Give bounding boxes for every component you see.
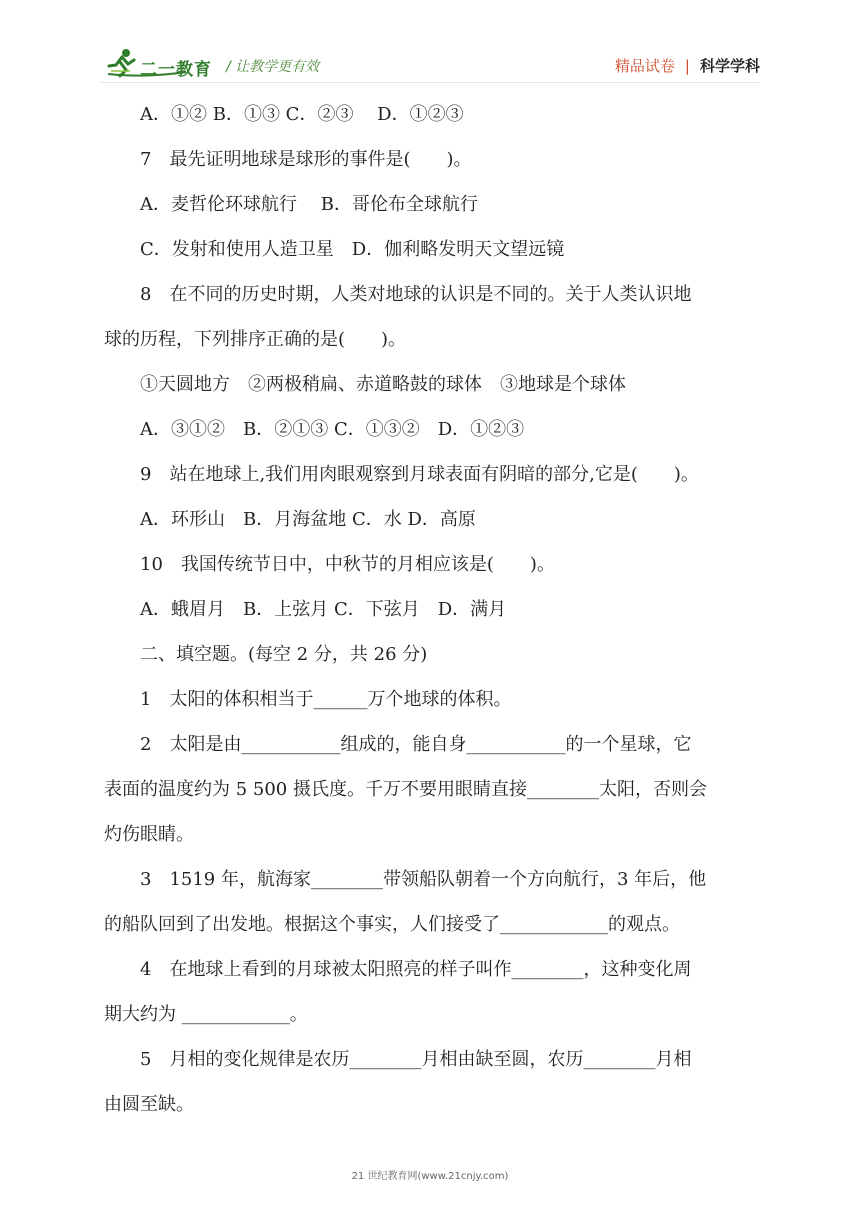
fill-question-3: 3 1519 年，航海家________带领船队朝着一个方向航行，3 年后，他	[140, 869, 707, 890]
page-footer: 21 世纪教育网(www.21cnjy.com)	[351, 1171, 509, 1182]
text-line: 表面的温度约为 5 500 摄氏度。千万不要用眼睛直接________太阳，否则会	[104, 779, 707, 800]
question-8: 8 在不同的历史时期，人类对地球的认识是不同的。关于人类认识地	[140, 284, 692, 305]
text-line: 期大约为 ____________。	[104, 1004, 308, 1025]
text-line: A．①② B．①③ C．②③ D．①②③	[140, 104, 464, 125]
header-divider: |	[684, 57, 690, 75]
text-line: ①天圆地方 ②两极稍扁、赤道略鼓的球体 ③地球是个球体	[140, 374, 626, 395]
text-line: C．发射和使用人造卫星 D．伽利略发明天文望远镜	[140, 239, 565, 260]
brand-name: 二一教育	[140, 60, 212, 80]
text-line: A．麦哲伦环球航行 B．哥伦布全球航行	[140, 194, 478, 215]
fill-question-5: 5 月相的变化规律是农历________月相由缺至圆，农历________月相	[140, 1049, 692, 1070]
tag-subject: 科学学科	[699, 57, 760, 75]
fill-question-2: 2 太阳是由___________组成的，能自身___________的一个星球，它	[140, 734, 692, 755]
page-header	[0, 0, 860, 90]
text-line: A．环形山 B．月海盆地 C．水 D．高原	[140, 509, 476, 530]
question-7: 7 最先证明地球是球形的事件是( )。	[140, 149, 472, 170]
tag-quality-paper: 精品试卷	[614, 57, 675, 75]
text-line: 球的历程，下列排序正确的是( )。	[104, 329, 407, 350]
slogan: / 让教学更有效	[226, 59, 320, 75]
section-heading: 二、填空题。(每空 2 分，共 26 分)	[140, 644, 428, 665]
text-line: 的船队回到了出发地。根据这个事实，人们接受了____________的观点。	[104, 914, 680, 935]
question-9: 9 站在地球上,我们用肉眼观察到月球表面有阴暗的部分,它是( )。	[140, 464, 699, 485]
text-line: A．③①② B．②①③ C．①③② D．①②③	[140, 419, 525, 440]
fill-question-4: 4 在地球上看到的月球被太阳照亮的样子叫作________，这种变化周	[140, 959, 692, 980]
question-10: 10 我国传统节日中，中秋节的月相应该是( )。	[140, 554, 555, 575]
fill-question-1: 1 太阳的体积相当于______万个地球的体积。	[140, 689, 512, 710]
question-content	[104, 92, 764, 1127]
text-line: 由圆至缺。	[104, 1094, 194, 1115]
text-line: A．蛾眉月 B．上弦月 C．下弦月 D．满月	[140, 599, 507, 620]
header-tags	[615, 55, 760, 76]
header-divider-line	[100, 82, 760, 83]
text-line: 灼伤眼睛。	[104, 824, 194, 845]
